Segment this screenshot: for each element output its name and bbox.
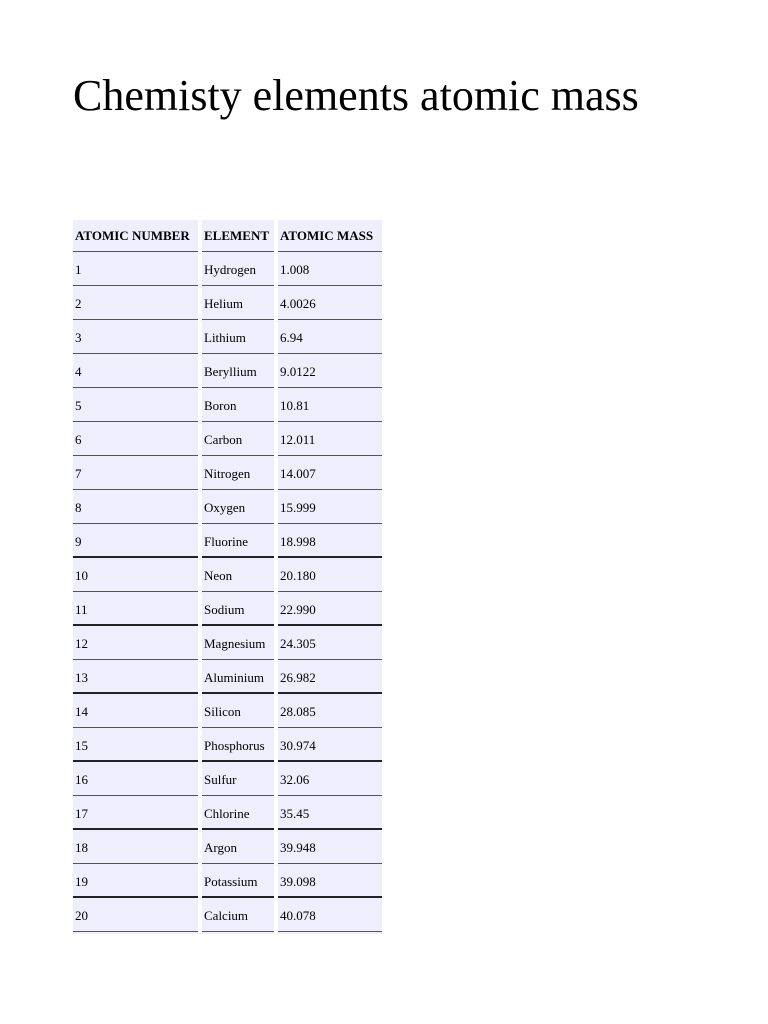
table-row [73,424,382,458]
table-row [73,798,382,832]
cell-element: Silicon [198,696,274,730]
cell-atomic-number: 6 [73,424,198,458]
cell-atomic-number: 10 [73,560,198,594]
table-row [73,526,382,560]
elements-table [73,220,382,934]
cell-element: Aluminium [198,662,274,696]
cell-atomic-mass: 4.0026 [274,288,382,322]
cell-element: Helium [198,288,274,322]
cell-atomic-number: 7 [73,458,198,492]
table-row [73,730,382,764]
cell-atomic-mass: 18.998 [274,526,382,560]
cell-atomic-number: 15 [73,730,198,764]
cell-atomic-number: 16 [73,764,198,798]
cell-atomic-mass: 30.974 [274,730,382,764]
cell-atomic-mass: 26.982 [274,662,382,696]
cell-element: Fluorine [198,526,274,560]
cell-element: Neon [198,560,274,594]
header-element: ELEMENT [198,220,274,254]
cell-atomic-mass: 1.008 [274,254,382,288]
table-body [73,254,382,934]
table-row [73,322,382,356]
cell-element: Argon [198,832,274,866]
cell-element: Oxygen [198,492,274,526]
header-atomic-number: ATOMIC NUMBER [73,220,198,254]
table-row [73,492,382,526]
table-row [73,288,382,322]
cell-atomic-mass: 24.305 [274,628,382,662]
table-row [73,356,382,390]
table-row [73,628,382,662]
cell-atomic-number: 5 [73,390,198,424]
cell-element: Phosphorus [198,730,274,764]
cell-atomic-mass: 32.06 [274,764,382,798]
cell-atomic-mass: 39.948 [274,832,382,866]
cell-atomic-number: 8 [73,492,198,526]
cell-element: Magnesium [198,628,274,662]
cell-element: Nitrogen [198,458,274,492]
table-header [73,220,382,254]
cell-atomic-mass: 22.990 [274,594,382,628]
cell-atomic-number: 18 [73,832,198,866]
table-row [73,832,382,866]
cell-atomic-number: 2 [73,288,198,322]
cell-atomic-mass: 14.007 [274,458,382,492]
table-row [73,594,382,628]
header-row [73,220,382,254]
cell-atomic-mass: 20.180 [274,560,382,594]
cell-atomic-mass: 39.098 [274,866,382,900]
cell-element: Potassium [198,866,274,900]
cell-atomic-mass: 6.94 [274,322,382,356]
table-row [73,900,382,934]
page-title: Chemisty elements atomic mass [73,71,639,120]
cell-atomic-number: 20 [73,900,198,934]
cell-atomic-mass: 12.011 [274,424,382,458]
cell-atomic-mass: 9.0122 [274,356,382,390]
cell-element: Lithium [198,322,274,356]
cell-atomic-mass: 10.81 [274,390,382,424]
cell-atomic-mass: 40.078 [274,900,382,934]
cell-element: Beryllium [198,356,274,390]
cell-atomic-number: 13 [73,662,198,696]
cell-element: Calcium [198,900,274,934]
cell-element: Sulfur [198,764,274,798]
cell-atomic-mass: 28.085 [274,696,382,730]
cell-atomic-number: 14 [73,696,198,730]
cell-element: Boron [198,390,274,424]
cell-atomic-number: 19 [73,866,198,900]
table-row [73,560,382,594]
table-row [73,662,382,696]
cell-atomic-number: 3 [73,322,198,356]
header-atomic-mass: ATOMIC MASS [274,220,382,254]
cell-atomic-number: 12 [73,628,198,662]
table-row [73,390,382,424]
cell-atomic-mass: 15.999 [274,492,382,526]
cell-atomic-number: 4 [73,356,198,390]
cell-atomic-number: 1 [73,254,198,288]
table-row [73,696,382,730]
table-row [73,866,382,900]
cell-element: Carbon [198,424,274,458]
cell-atomic-mass: 35.45 [274,798,382,832]
cell-atomic-number: 11 [73,594,198,628]
cell-atomic-number: 9 [73,526,198,560]
cell-element: Sodium [198,594,274,628]
cell-atomic-number: 17 [73,798,198,832]
table-row [73,254,382,288]
cell-element: Chlorine [198,798,274,832]
cell-element: Hydrogen [198,254,274,288]
table-row [73,764,382,798]
table-row [73,458,382,492]
